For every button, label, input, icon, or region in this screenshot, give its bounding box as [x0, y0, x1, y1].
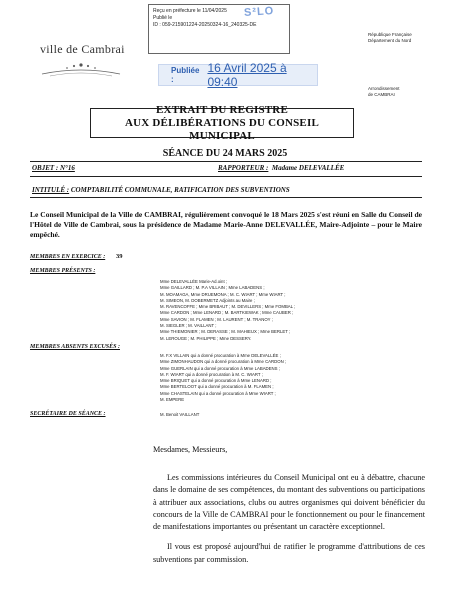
list-item: Mme CARDON ; Mme LENARD ; M. BARTKIEWAK ; Mme CAUBER ; — [160, 310, 294, 316]
city-logo-icon — [36, 60, 126, 80]
published-banner — [158, 61, 318, 89]
divider — [30, 197, 422, 198]
rapporteur-label: RAPPORTEUR : — [218, 164, 269, 172]
published-date: 16 Avril 2025 à 09:40 — [207, 61, 287, 89]
list-item: M. SIEGLER ; M. VAILLANT ; — [160, 323, 217, 329]
title-line-1: EXTRAIT DU REGISTRE — [156, 103, 288, 116]
list-item: Mme CHASTELAIN qui a donné procuration à Mme WIART ; — [160, 390, 276, 396]
membres-exercice-count: 39 — [116, 253, 123, 260]
letter-body — [153, 472, 425, 566]
rapporteur — [218, 164, 344, 172]
list-item: Mme BRIQUET qui a donné procuration à Mme LENARD ; — [160, 378, 272, 384]
secretaire-name: M. Benoit VAILLANT — [160, 412, 200, 417]
document-title — [90, 103, 354, 142]
list-item: M. RAVENCOFFE ; Mme BRIBAUT ; M. DEVILLERS ; Mme FOMBAL ; — [160, 304, 296, 310]
republic-line: République Française — [368, 32, 412, 37]
list-item: Mme BERTELOOT qui a donné procuration à M. FLAMEN ; — [160, 384, 274, 390]
stamp-id: ID : 059-215901224-20250324-16_240325-DE — [153, 22, 257, 28]
letter-greeting: Mesdames, Messieurs, — [153, 445, 228, 454]
membres-absents-list — [160, 353, 340, 403]
stamp-published: Publié le — [153, 15, 173, 21]
objet-label: OBJET : N°16 — [32, 164, 75, 172]
list-item: Mme GUERLAIN qui a donné procuration à Mme LABADENS ; — [160, 365, 280, 371]
intitule — [32, 186, 290, 194]
list-item: M. MOAMAGA, Mme DRUEMONA ; M. C. WIART ; Mme WIART ; — [160, 291, 286, 297]
membres-absents-label: MEMBRES ABSENTS EXCUSÉS : — [30, 344, 120, 350]
membres-presents-label: MEMBRES PRÉSENTS : — [30, 268, 96, 274]
intro-paragraph: Le Conseil Municipal de la Ville de CAMBRAI, régulièrement convoqué le 18 Mars 2025 s'est réuni en Salle du Conseil de l'Hôtel de Ville de Cambrai, sous la présidence de Madame Marie-Anne DELEVALLÉE, Maire-Adjointe – pour le Maire empêché. — [30, 210, 422, 239]
letter-paragraph-1: Les commissions intérieures du Conseil Municipal ont eu à débattre, chacune dans le domaine de ses compétences, du montant des subventions ou participations à attribuer aux associations, clubs ou autres organismes qui doivent bénéficier du concours de la Ville de CAMBRAI pour le fonctionnement ou pour le financement de manifestations importantes ou présentant un caractère exceptionnel. — [153, 473, 425, 532]
slo-mark: S²LO — [243, 4, 275, 20]
stamp-received: Reçu en préfecture le 11/04/2025 — [153, 8, 227, 14]
secretaire-label: SECRÉTAIRE DE SÉANCE : — [30, 411, 106, 417]
membres-presents-list — [160, 279, 340, 342]
title-line-2: AUX DÉLIBÉRATIONS DU CONSEIL MUNICIPAL — [125, 116, 319, 142]
list-item: Mme SAVION ; M. FLAMEN ; M. LAURENT ; M. TRANOY ; — [160, 316, 273, 322]
divider — [30, 176, 422, 177]
list-item: Mme GAILLARD ; M. P.A VILLAIN ; Mme LABADENS ; — [160, 285, 265, 291]
department-line: Département du Nord — [368, 38, 412, 43]
rapporteur-name: Madame DELEVALLÉE — [271, 164, 345, 172]
seance-date: SÉANCE DU 24 MARS 2025 — [162, 148, 288, 159]
letter-paragraph-2: Il vous est proposé aujourd'hui de ratifier le programme d'attributions de ces subventions par commission. — [153, 542, 425, 564]
arrondissement-line: Arrondissement — [368, 86, 400, 91]
arrondissement-city: de CAMBRAI — [368, 92, 395, 97]
list-item: Mme DELEVALLÉE Marie-Ad.oint ; — [160, 279, 228, 284]
list-item: M. F.X VILLAIN qui a donné procuration à Mme DELEVALLÉE ; — [160, 353, 281, 358]
list-item: M. F. WIART qui a donné procuration à M. C. WIART ; — [160, 371, 263, 377]
arrondissement-header — [368, 86, 444, 98]
list-item: Mme THIEMONIER ; M. DERASSE ; M. MAHIEUX ; Mme BERLET ; — [160, 329, 291, 335]
list-item: M. EMPERE — [160, 397, 185, 403]
membres-exercice-label: MEMBRES EN EXERCICE : — [30, 254, 106, 260]
list-item: Mme ZIMONHAUDON qui a donné procuration à Mme CARDON ; — [160, 359, 287, 365]
intitule-label: INTITULÉ : — [32, 186, 70, 194]
republic-header — [368, 32, 444, 44]
list-item: M. SIMEON, M. DOBERMETZ Adjoints au Maire ; — [160, 297, 255, 303]
intitule-text: COMPTABILITÉ COMMUNALE, RATIFICATION DES SUBVENTIONS — [70, 186, 290, 194]
city-logo-text: ville de Cambrai — [40, 42, 125, 56]
list-item: M. LEROUGE ; M. PHILIPPE ; Mme DESSERY. — [160, 335, 252, 341]
divider — [30, 161, 422, 162]
published-label: Publiée : — [171, 66, 200, 84]
